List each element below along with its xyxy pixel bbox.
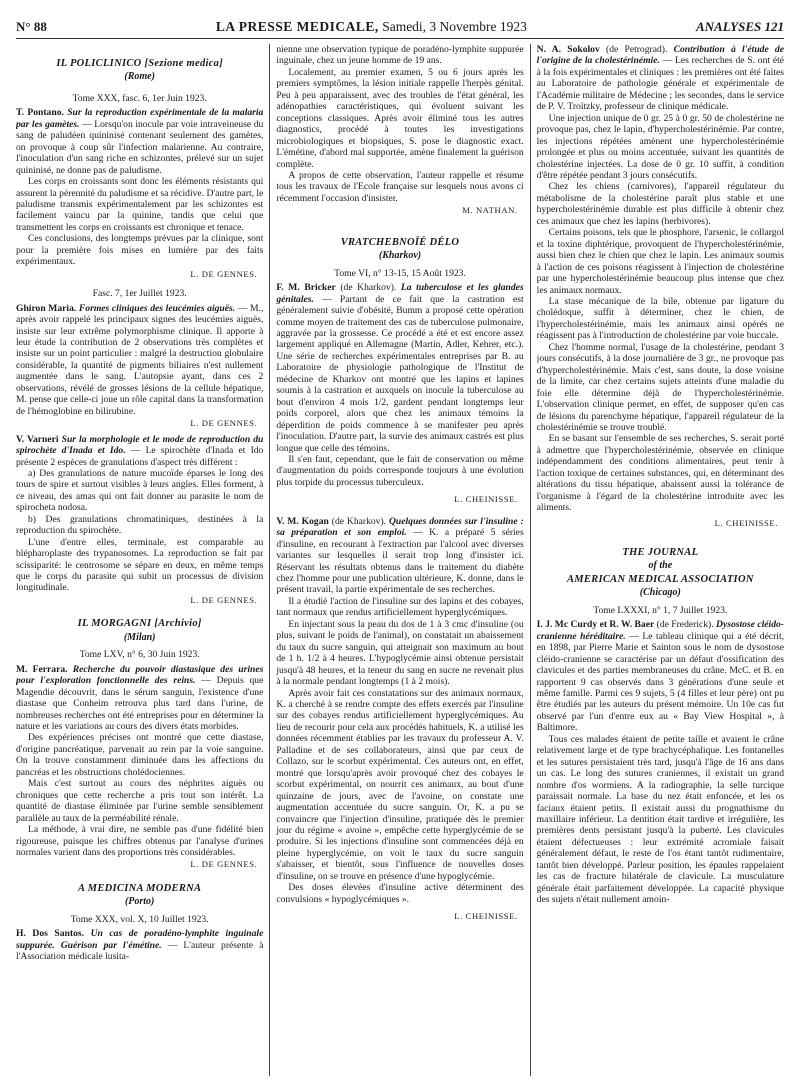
author-place: (de Petrograd). [606, 44, 668, 55]
abstract-title: Recherche du pouvoir diastasique des urines pour l'exploration fonctionnelle des reins. [16, 663, 264, 687]
journal-title-policlinico: IL POLICLINICO [Sezione medica] [56, 58, 224, 69]
author-place: (de Kharkov). [331, 515, 387, 527]
abstract-text: — Partant de ce fait que la castration est généralement suivie d'obésité, Bumm a proposé cette opération comme moyen de traitement des cas de tuberculose pulmonaire, aggravée par la grossesse. Ce procédé a été et est encore assez largement appliqué en Allemagne (Martin, Adler, Kehrer, etc.). Une série de recherches expérimentales entreprises par B. au Laboratoire de physiologie pathologique de l'Institut de médecine de Kharkov ont montré que les lapins et lapines soumis à la castration et auxquels on inocule la tuberculose au bout d'environ 4 mois 1/2, gardent pendant longtemps leur poids corporel, alors que chez les animaux témoins la déperdition de poids commence à se manifester peu après l'inoculation. D'autre part, la survie des animaux castrés est plus longue que celle des témoins. [276, 293, 524, 454]
paragraph: En injectant sous la peau du dos de 1 à 3 cmc d'insuline (ou plus, suivant le poids de l'animal), on constatait un abaissement du taux du sucre sanguin, qui atteignait son maximum au bout de 1 h. 1/2 à 4 heures. L'hypoglycémie ainsi obtenue persistait jusqu'à 48 heures, et la teneur du sang en sucre ne revenait plus à la normale pendant longtemps (1 à 2 mois). [276, 618, 524, 688]
abstract-text: — Les recherches de S. ont été à la fois expérimentales et cliniques : les premières ont été faites au Laboratoire de pathologie générale et expérimentale de l'Académie militaire de Médecine ; les secondes, dans le service de P. V. Troïtzky, professeur de clinique médicale. [536, 55, 785, 113]
tome-line: Tome VI, n° 13-15, 15 Août 1923. [334, 267, 466, 279]
tome-line: Tome LXXXI, n° 1, 7 Juillet 1923. [593, 604, 728, 616]
journal-title-jama-line1: THE JOURNAL [622, 547, 699, 559]
issue-date: Samedi, 3 Novembre 1923 [382, 19, 527, 34]
journal-city-kharkov: (Kharkov) [378, 250, 422, 262]
author: N. A. Sokolov [536, 44, 600, 55]
abstract-text: — L'auteur présente à l'Association médicale lusita- [16, 939, 264, 963]
abstract-text: — M., après avoir rappelé les principaux signes des leucémies aiguës, insiste sur leur extrême polymorphisme clinique. Il apporte à leur étude la contribution de 2 observations très complètes et insiste sur un point particulier : malgré la destruction globulaire considérable, la quantité de pigments biliaires n'est nullement augmentée dans le sang. L'autopsie ayant, dans ces 2 observations, révélé de grosses lésions de la cellule hépatique, M. pense que celle-ci joue un rôle capital dans la transformation de l'hémoglobine en bilirubine. [16, 302, 264, 417]
author: V. Varneri [16, 433, 59, 445]
abstract-kogan [276, 516, 523, 596]
abstract-pontano [16, 107, 263, 176]
abstract-title: Contribution à l'étude de l'origine de la cholestérinémie. [536, 44, 784, 67]
paragraph: Il a étudié l'action de l'insuline sur des lapins et des cobayes, tant normaux que rendus artificiellement hyperglycémiques. [276, 595, 524, 619]
abstract-text: — Le spirochète d'Inada et Ido présente 2 espèces de granulations d'aspect très différent : [16, 445, 264, 468]
paragraph-continued: nienne une observation typique de poradéno-lymphite suppurée inguinale, chez un jeune homme de 19 ans. [276, 44, 524, 67]
three-column-body [16, 44, 784, 1076]
abstract-title: Sur la reproduction expérimentale de la malaria par les gamètes. [16, 107, 264, 130]
journal-title-vratchebnoie: VRATCHEBNOÏÉ DÉLO [340, 236, 460, 248]
journal-title-jama-line3: AMERICAN MEDICAL ASSOCIATION [566, 573, 754, 585]
signature: L. CHEINISSE. [454, 494, 518, 505]
author: Ghiron Maria. [16, 302, 77, 314]
signature: L. CHEINISSE. [714, 517, 779, 528]
signature: L. DE GENNES. [190, 594, 258, 605]
abstract-ghiron [16, 303, 263, 418]
column-rule [530, 44, 531, 1076]
paragraph: b) Des granulations chromatiniques, destinées à la reproduction du spirochète. [16, 513, 264, 537]
paragraph: Mais c'est surtout au cours des néphrites aiguës ou chroniques que cette recherche a pris tout son intérêt. La quantité de diastase éliminée par l'urine semble sensiblement parallèle au taux de la perméabilité rénale. [16, 778, 264, 824]
paragraph: Tous ces malades étaient de petite taille et avaient le crâne relativement large et de type brachycéphalique. Les fontanelles et les sutures persistaient très tard, jusqu'à l'âge de 16 ans dans un cas. Le long des sutures craniennes, il existait un grand nombre d'os wormiens. A la radiographie, la selle turcique paraissait normale. La base du nez était enfoncée, et les os faciaux étaient petits. Il existait aussi du prognathisme du maxillaire inférieur. La dentition était tardive et irrégulière, les premières dents persistant jusqu'à la puberté. Les clavicules étaient défectueuses : leur extrémité acromiale faisait généralement défaut, le reste de l'os étant tantôt rudimentaire, tantôt bien développé. Parleur position, les épaules rappelaient les cas de fracture bilatérale de clavicule. La musculature générale était parfaitement développée. La capacité physique des sujets n'était nullement amoin- [536, 733, 785, 906]
journal-city-policlinico: (Rome) [124, 71, 155, 83]
journal-title-morgagni: IL MORGAGNI [Archivio] [77, 618, 202, 630]
paragraph: Chez l'homme normal, l'usage de la cholestérine, pendant 3 jours consécutifs, à la dose journalière de 3 gr., ne provoque pas d'hypercholestérinémie. Mais c'est, sans doute, la dose voisine de la limite, car chez certains sujets atteints d'une maladie du foie elle détermine déjà de l'hypercholestérinémie. L'observation clinique permet, en effet, de supposer qu'en cas de lésions du parenchyme hépatique, l'appareil régulateur de la cholestérinémie se trouve troublé. [536, 341, 785, 433]
paragraph: A propos de cette observation, l'auteur rappelle et résume tous les travaux de l'Ecole française sur lesquels nous avons ci récemment l'occasion d'insister. [276, 169, 524, 204]
paragraph: Il s'en faut, cependant, que le fait de conservation ou même d'augmentation du poids corresponde toujours à une évolution plus torpide du processus tuberculeux. [276, 453, 524, 488]
fascicle-line: Fasc. 7, 1er Juillet 1923. [92, 288, 187, 300]
journal-title-jama-line2: of the [648, 560, 673, 572]
paragraph: En se basant sur l'ensemble de ses recherches, S. serait porté à admettre que l'hypercholestérinémie, observée en clinique indépendamment des conditions alimentaires, peut tenir à l'action toxique de certaines substances, qui, en déterminant des altérations du tissu hépatique, abaissent aussi la tolérance de l'organisme à l'égard de la cholestérine introduite avec les aliments. [536, 433, 785, 514]
section-page-label: ANALYSES 121 [695, 19, 784, 34]
abstract-text: — Depuis que Magendie découvrit, dans le sérum sanguin, l'existence d'une diastase que Conheim retrouva plus tard dans l'urine, de nombreuses recherches ont été entreprises pour en déterminer la nature et les variations au cours des divers états morbides. [16, 675, 264, 733]
author-place: (de Frederick). [656, 619, 714, 631]
journal-city-porto: (Porto) [124, 896, 155, 908]
journal-header-title [216, 19, 527, 35]
author: V. M. Kogan [276, 515, 329, 527]
paragraph: Une injection unique de 0 gr. 25 à 0 gr. 50 de cholestérine ne provoque pas, chez le lapin, d'hypercholestérinémie. Par contre, les injections répétées amènent une hypercholestérinémie prolongée et plus ou moins accentuée, suivant les quantités de cholestérine injectées. La dose de 0 gr. 10 suffit, à condition d'être répétée pendant 3 jours consécutifs. [536, 112, 785, 181]
author: I. J. Mc Curdy et R. W. Baer [536, 619, 655, 631]
paragraph: L'une d'entre elles, terminale, est comparable au blépharoplaste des trypanosomes. La reproduction se fait par scissiparité: le centrosome se sépare en deux, en même temps que le corps du parasite qui subit un processus de division longitudinale. [16, 536, 264, 594]
abstract-sokolov [537, 44, 784, 113]
abstract-varneri [16, 434, 263, 468]
abstract-dos-santos [16, 928, 263, 962]
page-number-left: N° 88 [16, 19, 47, 34]
abstract-title: Un cas de poradéno-lymphite inguinale suppurée. Guérison par l'émétine. [16, 928, 264, 951]
paragraph: Chez les chiens (carnivores), l'appareil régulateur du métabolisme de la cholestérine paraît plus stable et une hypercholestérinémie durable est plus difficile à obtenir chez ces animaux que chez les lapins (herbivores). [536, 181, 785, 227]
abstract-text: — Le tableau clinique qui a été décrit, en 1898, par Pierre Marie et Sainton sous le nom de dysostose cléido-cranienne se caractérise par un défaut d'ossification des clavicules et des parties membraneuses du crâne. McC. et B. en rapportent 9 cas observés dans 3 générations d'une seule et même famille. Parmi ces 9 sujets, 5 (4 filles et leur père) ont pu être étudiés par les auteurs du présent mémoire. Un 10e cas fut observé par l'un d'entre eux au « Bay View Hospital », à Baltimore. [536, 630, 785, 734]
signature: L. DE GENNES. [190, 418, 258, 429]
abstract-ferrara [16, 664, 263, 733]
tome-line: Tome XXX, fasc. 6, 1er Juin 1923. [72, 92, 207, 104]
author: M. Ferrara. [16, 663, 68, 675]
tome-line: Tome XXX, vol. X, 10 Juillet 1923. [70, 913, 209, 925]
journal-title-medicina-moderna: A MEDICINA MODERNA [78, 882, 202, 894]
journal-city-chicago: (Chicago) [639, 587, 681, 599]
abstract-title: La tuberculose et les glandes génitales. [276, 282, 524, 305]
abstract-bricker [276, 282, 523, 454]
author: F. M. Bricker [276, 282, 336, 294]
abstract-mccurdy-baer [537, 619, 784, 734]
signature: L. CHEINISSE. [454, 911, 518, 922]
abstract-title: Formes cliniques des leucémies aiguës. [78, 302, 236, 314]
column-2 [276, 44, 523, 1076]
running-header [16, 16, 784, 39]
paragraph: Des expériences précises ont montré que cette diastase, d'origine pancréatique, parvenait au rein par la voie sanguine. On la trouve constamment diminuée dans les affections du pancréas et les obstructions cholédociennes. [16, 732, 264, 778]
paragraph: Ces conclusions, des longtemps prévues par la clinique, sont pour la première fois mises en lumière par des faits expérimentaux. [16, 233, 264, 268]
abstract-title: Dysostose cléido-cranienne héréditaire. [536, 619, 784, 642]
paragraph: a) Des granulations de nature mucoïde éparses le long des tours de spire et surtout visibles à leurs angles. Elles forment, à ce niveau, des amas qui ont fait donner au parasite le nom de spirocheta nodosa. [16, 467, 264, 514]
abstract-text: — K. a préparé 5 séries d'insuline, en recourant à l'extraction par l'alcool avec diverses variantes sur lesquelles il serait trop long d'insister ici. Réservant les résultats obtenus dans le traitement du diabète chez l'homme pour une publication ultérieure, K. donne, dans le présent travail, la partie expérimentale de ses recherches. [276, 527, 524, 596]
author-place: (de Kharkov). [340, 282, 397, 294]
author: T. Pontano. [16, 107, 64, 119]
abstract-title: Quelques données sur l'insuline : sa préparation et son emploi. [276, 515, 524, 539]
column-1 [16, 44, 263, 1076]
journal-name: LA PRESSE MEDICALE, [215, 19, 379, 34]
author: H. Dos Santos. [16, 928, 85, 940]
paragraph: Les corps en croissants sont donc les éléments résistants qui assurent la pérennité du paludisme et sa récidive. D'autre part, le paludisme transmis expérimentalement par les schizontes est facilement vaincu par la quinine, tandis que celui que transmettent les corps en croissants est chronique et tenace. [16, 176, 264, 233]
paragraph: Des doses élevées d'insuline active déterminent des convulsions « hypoglycémiques ». [276, 882, 524, 905]
paragraph: Après avoir fait ces constatations sur des animaux normaux, K. a cherché à se rendre compte des effets exercés par l'insuline sur des cobayes rendus artificiellement hyperglycémiques. Au lieu de recourir pour cela aux procédés habituels, K. a utilisé les données récemment établies par les travaux du professeur A. V. Palladine et de ses collaborateurs, ainsi que par ceux de Collazo, sur le scorbut expérimental. Ces auteurs ont, en effet, montré que lorsqu'après avoir provoqué chez des cobayes le scorbut expérimental, on nourrit ces animaux, au bout d'une quinzaine de jours, avec de l'avoine, on constate une augmentation accentuée du sucre sanguin. Or, K. a pu se convaincre que l'injection d'insuline, pratiquée dès le premier jour du régime « avoine », empêche cette hyperglycémie de se produire. Si les injections d'insuline sont commencées déjà en pleine hyperglycémie, on voit le taux du sucre sanguin s'abaisser, et bientôt, sous l'influence de nouvelles doses d'insuline, on se trouve en présence d'une hypoglycémie. [276, 687, 524, 882]
signature: M. NATHAN. [462, 205, 518, 216]
paragraph: La méthode, à vrai dire, ne semble pas d'une fidélité bien rigoureuse, puisque les chiffres obtenus par l'analyse d'urines normales varient dans des proportions très considérables. [16, 824, 264, 858]
abstract-title: Sur la morphologie et le mode de reproduction du spirochète d'Inada et Ido. [16, 433, 264, 457]
signature: L. DE GENNES. [190, 859, 258, 870]
paragraph: Localement, au premier examen, 5 ou 6 jours après les premiers symptômes, la lésion initiale rappelle l'herpès génital. Peu à peu apparaissent, avec des troubles de l'état général, les adénopathies caractéristiques, qui évoluent suivant les conceptions classiques. Après avoir éliminé tous les autres diagnostics, procédé à toutes les investigations microbiologiques et biopsiques, S. pose le diagnostic exact. L'émétine, d'abord mal supportée, amène finalement la guérison complète. [276, 66, 524, 170]
column-rule [269, 44, 270, 1076]
journal-city-morgagni: (Milan) [123, 631, 156, 643]
signature: L. DE GENNES. [190, 268, 258, 279]
column-3 [537, 44, 784, 1076]
paragraph: La stase mécanique de la bile, obtenue par ligature du cholédoque, suffit à déterminer, chez le chien, de l'hypercholestérinémie, mais les animaux ainsi opérés ne réagissent pas à l'introduction de cholestérine par voie buccale. [536, 295, 785, 342]
paragraph: Certains poisons, tels que le phosphore, l'arsenic, le collargol et la toxine diphtérique, provoquent de l'hypercholestérinémie, aussi bien chez le chien que chez le lapin. Les animaux soumis à l'action de ces poisons réagissent à l'injection de cholestérine par une hypercholestérinémie beaucoup plus intense que chez les animaux normaux. [536, 227, 785, 296]
abstract-text: — Lorsqu'on inocule par voie intraveineuse du sang de paludéen quininisé contenant seulement des gamètes, on provoque à coup sûr l'infection malarienne. Au contraire, l'inoculation d'un sang riche en schizontes, prélevé sur un sujet quininisé, ne donne pas de paludisme. [16, 118, 264, 176]
tome-line: Tome LXV, n° 6, 30 Juin 1923. [79, 649, 200, 661]
